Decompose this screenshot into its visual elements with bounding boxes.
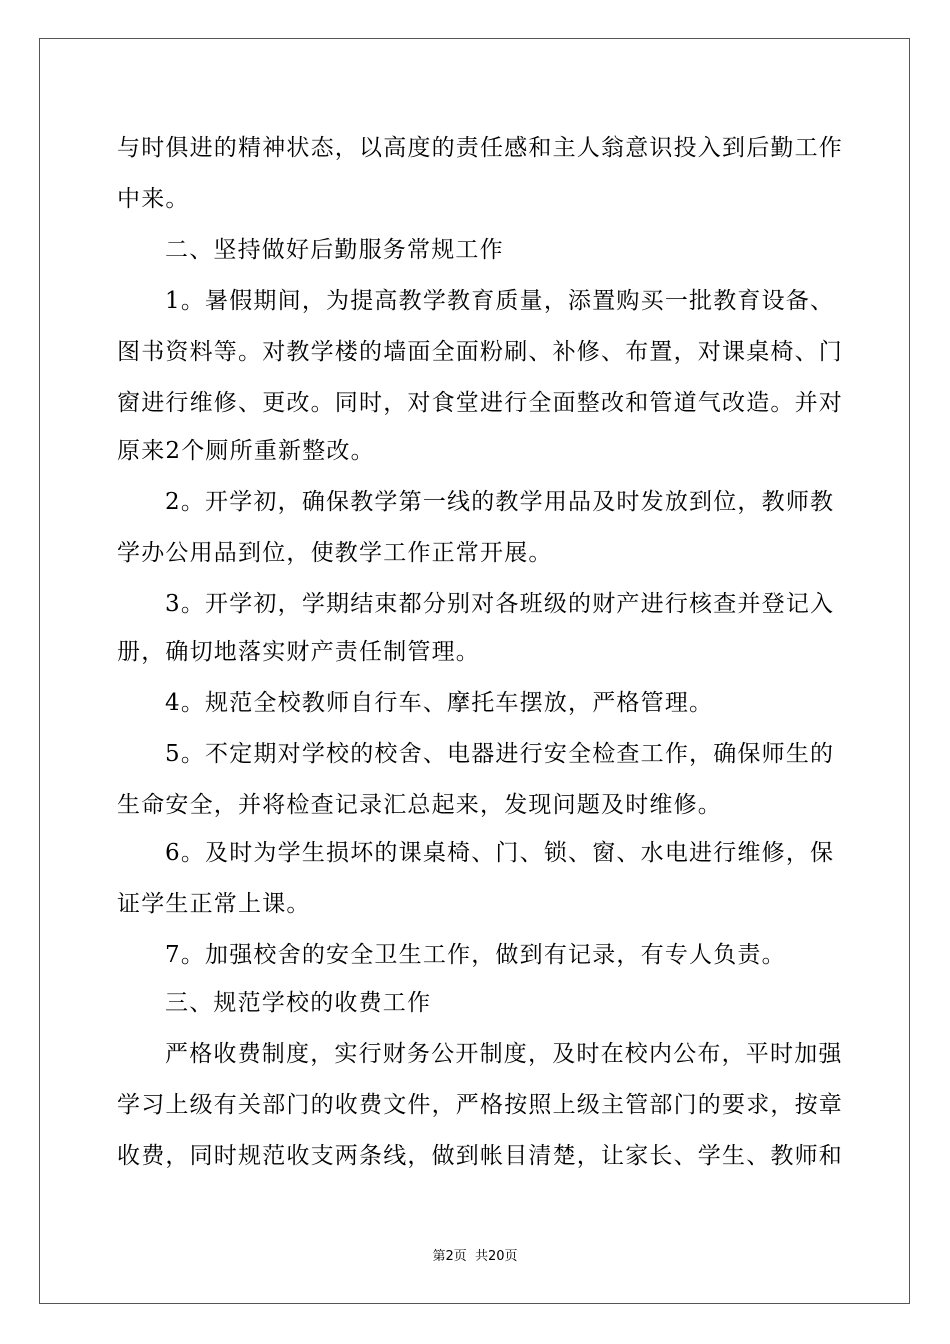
text-line: 6。及时为学生损坏的课桌椅、门、锁、窗、水电进行维修，保 (165, 840, 835, 866)
text-line: 中来。 (117, 186, 190, 212)
text-line: 学办公用品到位，使教学工作正常开展。 (117, 540, 553, 566)
page-footer (0, 1245, 950, 1264)
text-line: 3。开学初，学期结束都分别对各班级的财产进行核查并登记入 (165, 591, 835, 617)
text-line: 收费，同时规范收支两条线，做到帐目清楚，让家长、学生、教师和 (117, 1143, 843, 1169)
page-number: 第2页 (432, 1249, 467, 1264)
text-line: 证学生正常上课。 (117, 891, 311, 917)
text-line: 窗进行维修、更改。同时，对食堂进行全面整改和管道气改造。并对 (117, 390, 843, 416)
section-heading: 二、坚持做好后勤服务常规工作 (165, 237, 504, 263)
text-line: 严格收费制度，实行财务公开制度，及时在校内公布，平时加强 (165, 1041, 843, 1067)
text-line: 学习上级有关部门的收费文件，严格按照上级主管部门的要求，按章 (117, 1092, 843, 1118)
text-line: 7。加强校舍的安全卫生工作，做到有记录，有专人负责。 (165, 942, 786, 968)
text-line: 生命安全，并将检查记录汇总起来，发现问题及时维修。 (117, 792, 722, 818)
text-line: 册，确切地落实财产责任制管理。 (117, 639, 480, 665)
text-line: 图书资料等。对教学楼的墙面全面粉刷、补修、布置，对课桌椅、门 (117, 339, 843, 365)
text-line: 4。规范全校教师自行车、摩托车摆放，严格管理。 (165, 690, 714, 716)
text-line: 与时俱进的精神状态，以高度的责任感和主人翁意识投入到后勤工作 (117, 135, 843, 161)
section-heading: 三、规范学校的收费工作 (165, 990, 432, 1016)
text-line: 1。暑假期间，为提高教学教育质量，添置购买一批教育设备、 (165, 288, 835, 314)
page-total: 共20页 (474, 1249, 518, 1264)
text-line: 2。开学初，确保教学第一线的教学用品及时发放到位，教师教 (165, 489, 835, 515)
text-line: 原来2个厕所重新整改。 (117, 438, 375, 464)
text-line: 5。不定期对学校的校舍、电器进行安全检查工作，确保师生的 (165, 741, 835, 767)
